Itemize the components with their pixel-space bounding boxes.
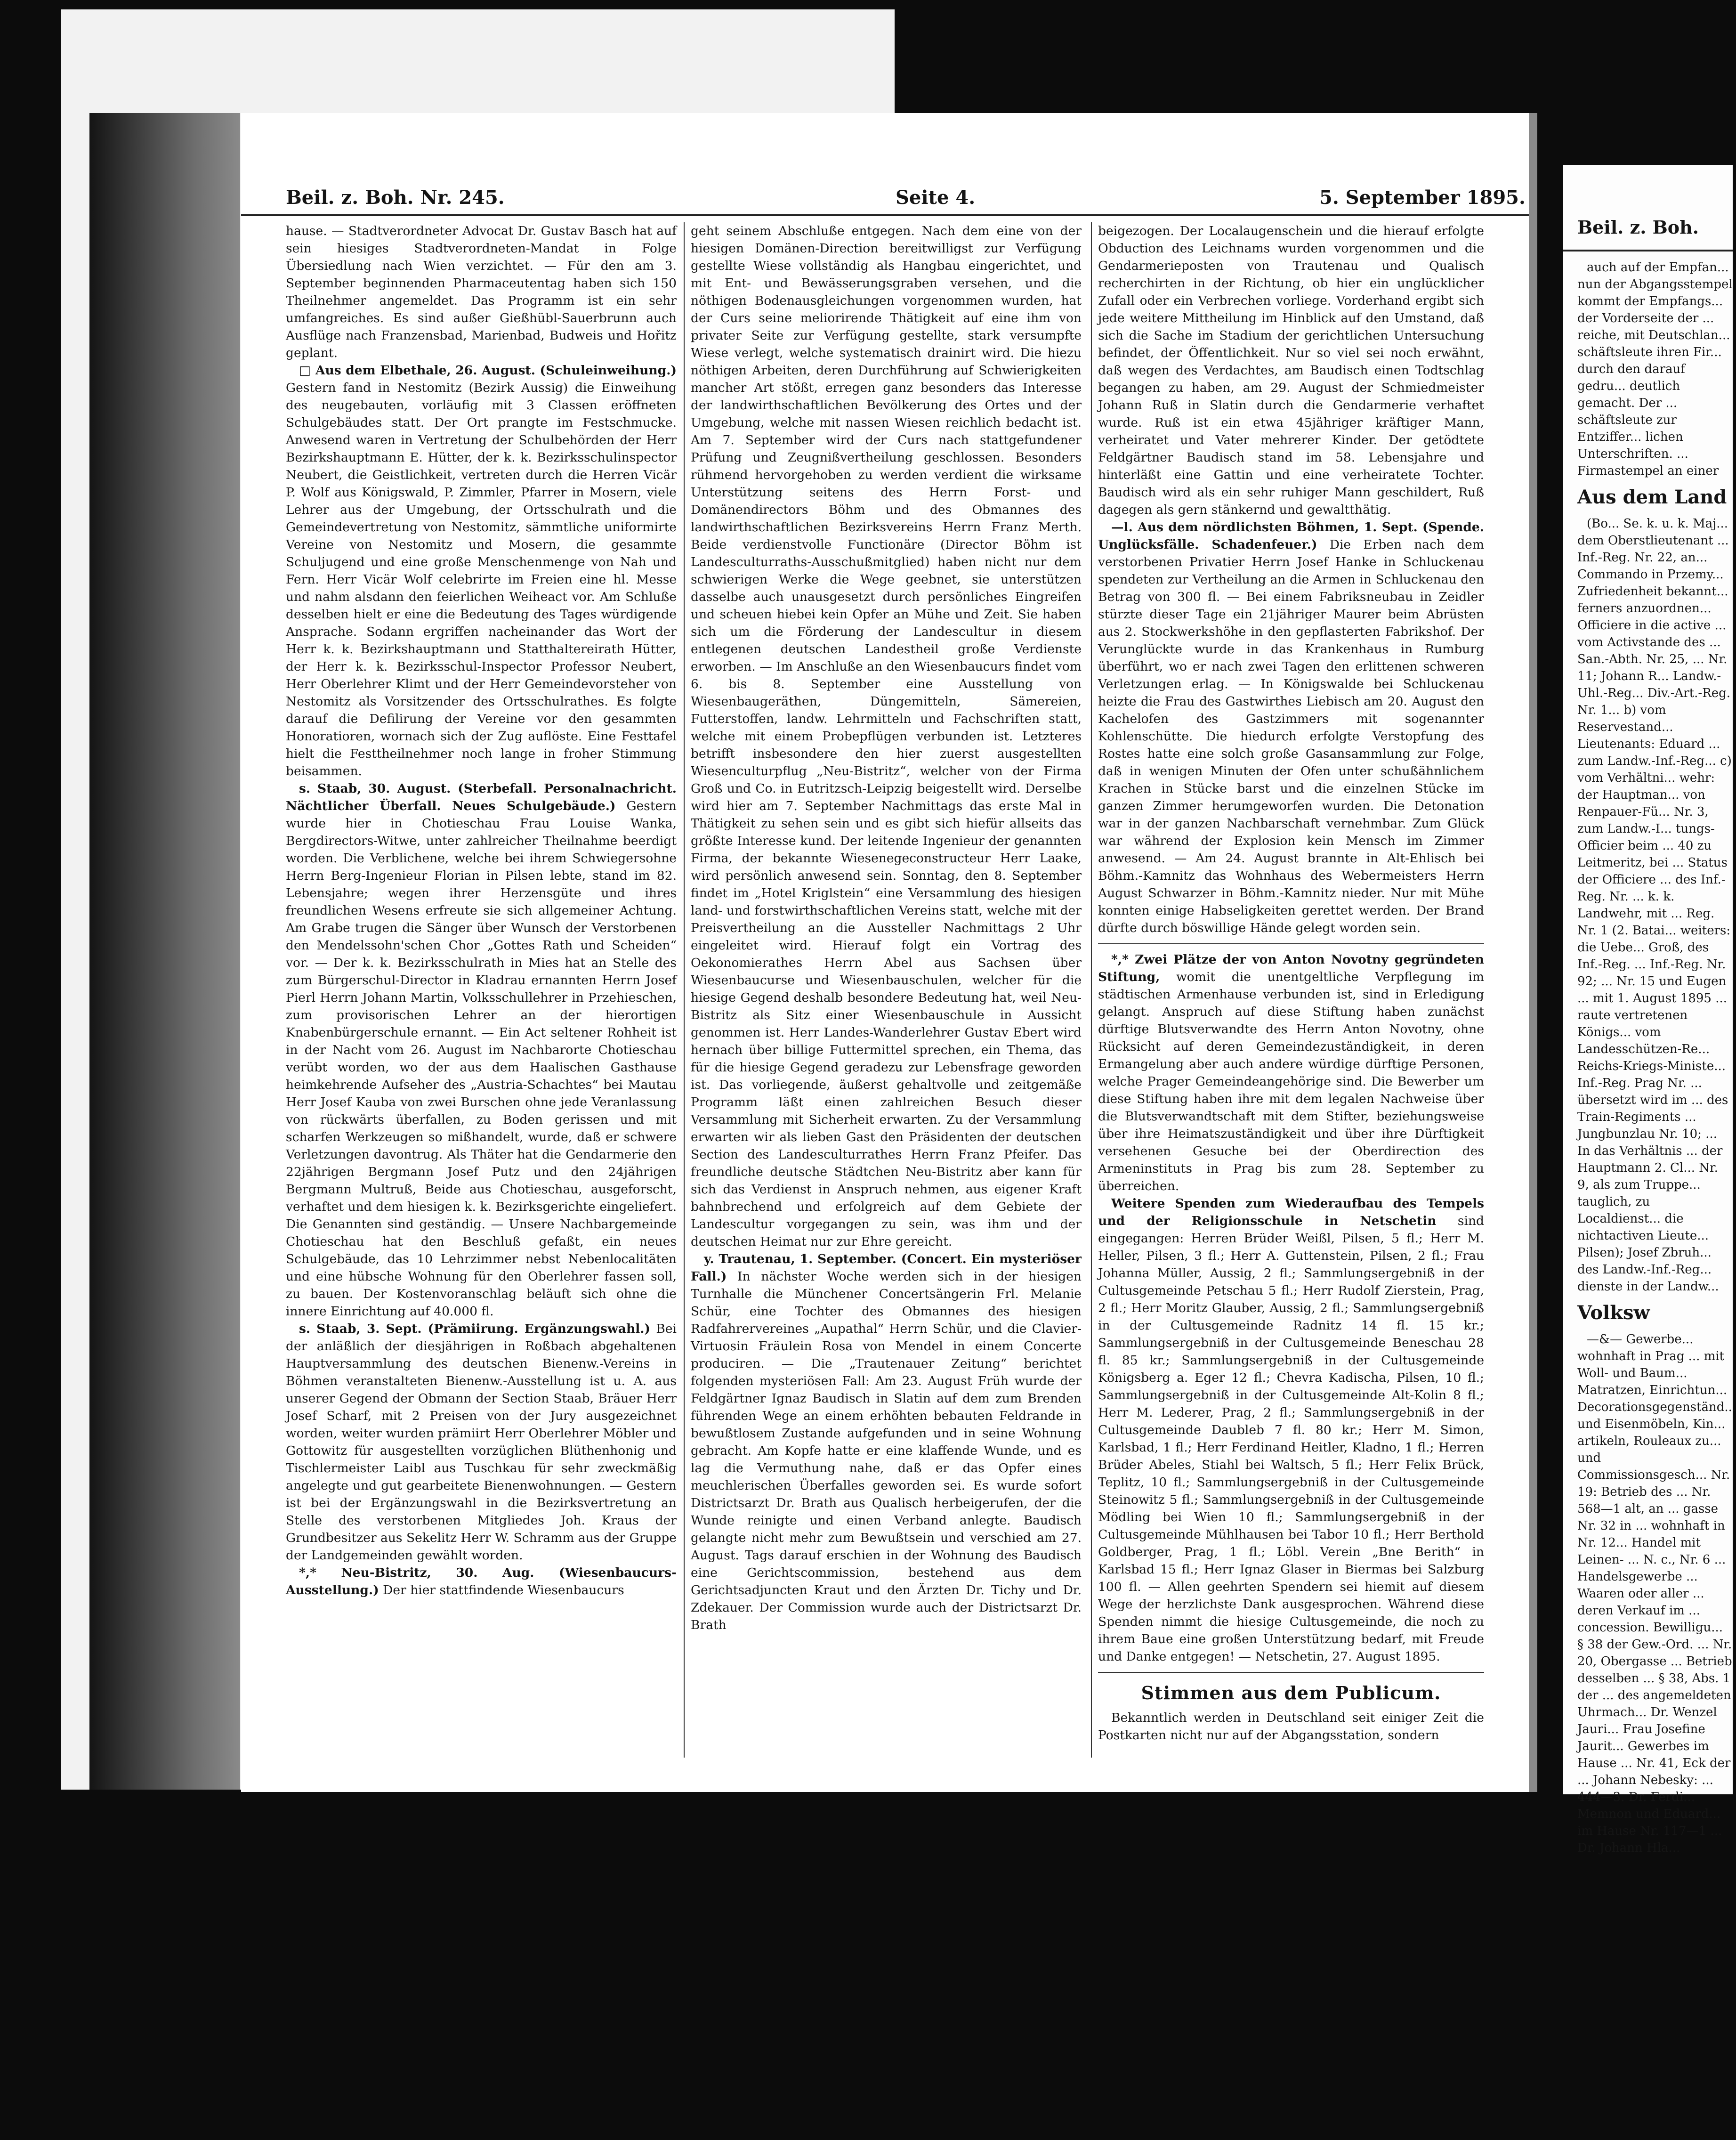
column-1 (286, 222, 677, 1772)
book-binding-edge (89, 113, 240, 1790)
article-text: Bekanntlich werden in Deutschland seit einiger Zeit die Postkarten nicht nur auf der Abgangsstation, sondern (1098, 1710, 1484, 1743)
column-2 (691, 222, 1082, 1772)
section-title: Aus dem Land (1577, 486, 1727, 508)
article-text: Bei der anläßlich der diesjährigen in Roßbach abgehaltenen Hauptversammlung des deutschen Bienenw.-Vereins in Böhmen veranstalteten Bienenw.-Ausstellung ist u. A. aus unserer Gegend der Obmann der Section Staab, Bräuer Herr Josef Scharf, mit 2 Preisen von der Jury ausgezeichnet worden, weiter wurden prämiirt Herr Oberlehrer Möbler und Gottowitz für ausgestellten vorzüglichen Blüthenhonig und Tischlermeister Laibl aus Tuschkau für sehr zweckmäßig angelegte und gut gearbeitete Bienenwohnungen. — Gestern ist bei der Ergänzungswahl in die Bezirksvertretung an Stelle des verstorbenen Mitgliedes Joh. Kraus der Grundbesitzer aus Sekelitz Herr W. Schramm aus der Gruppe der Landgemeinden gewählt worden. (286, 1321, 677, 1563)
article-heading: y. Trautenau, 1. September. (Concert. Ein mysteriöser Fall.) (691, 1252, 1082, 1284)
section-title: Stimmen aus dem Publicum. (1141, 1682, 1441, 1703)
newspaper-page (241, 113, 1529, 1792)
section-divider (1098, 943, 1484, 944)
article-text: Der hier stattfindende Wiesenbaucurs (383, 1583, 624, 1597)
article-text: auch auf der Empfan... nun der Abgangsstempel kommt der Empfangs... der Vorderseite der ... reiche, mit Deutschlan... schäftsleute ihren Fir... durch den darauf gedru... deutlich gemacht. Der ... schäftsleute zur Entziffer... lichen Unterschriften. ... Firmastempel an einer (1577, 260, 1733, 478)
article-heading: *,* Zwei Plätze der von Anton Novotny gegründeten Stiftung, (1098, 952, 1484, 984)
adjacent-header: Beil. z. Boh. (1563, 165, 1733, 251)
article-text: Gestern fand in Nestomitz (Bezirk Aussig) die Einweihung des neugebauten, vorläufig mit 3 Classen eröffneten Schulgebäudes statt. Der Ort prangte im Festschmucke. Anwesend waren in Vertretung der Schulbehörden der Herr Bezirkshauptmann E. Hütter, der k. k. Bezirksschulinspector Neubert, die Geistlichkeit, vertreten durch die Herren Vicär P. Wolf aus Königswald, P. Zimmler, Pfarrer in Mosern, viele Lehrer aus der Umgebung, der Ortsschulrath und die Gemeindevertretung von Nestomitz, sämmtliche uniformirte Vereine von Nestomitz und Mosern, die gesammte Schuljugend und eine große Menschenmenge von Nah und Fern. Herr Vicär Wolf celebrirte im Freien eine hl. Messe und nahm alsdann den feierlichen Weiheact vor. Am Schluße desselben hielt er eine die Bedeutung des Tages würdigende Ansprache. Sodann ergriffen nacheinander das Wort der Herr k. k. Bezirkshauptmann und Statthaltereirath Hütter, der Herr k. k. Bezirksschul-Inspector Professor Neubert, Herr Oberlehrer Klimt und der Herr Gemeindevorsteher von Nestomitz als Vorsitzender des Ortsschulrathes. Es folgte darauf die Defilirung der Vereine vor den gesammten Honoratioren, wornach sich der Zug auflöste. Eine Festtafel hielt die Festtheilnehmer noch lange in froher Stimmung beisammen. (286, 381, 677, 778)
article-text: hause. — Stadtverordneter Advocat Dr. Gustav Basch hat auf sein hiesiges Stadtverordneten-Mandat in Folge Übersiedlung nach Wien verzichtet. — Für den am 3. September beginnenden Pharmaceutentag haben sich 150 Theilnehmer angemeldet. Das Programm ist ein sehr umfangreiches. Es sind außer Gießhübl-Sauerbrunn auch Ausflüge nach Franzensbad, Marienbad, Budweis und Hořitz geplant. (286, 224, 677, 360)
article-heading: s. Staab, 30. August. (Sterbefall. Personalnachricht. Nächtlicher Überfall. Neues Schulgebäude.) (286, 781, 677, 813)
article-text: Die Erben nach dem verstorbenen Privatier Herrn Josef Hanke in Schluckenau spendeten zur Vertheilung an die Armen in Schluckenau den Betrag von 300 fl. — Bei einem Fabriksneubau in Zeidler stürzte dieser Tage ein 21jähriger Maurer beim Abrüsten aus 2. Stockwerkshöhe in den gepflasterten Fabrikshof. Der Verunglückte wurde in das Krankenhaus in Rumburg überführt, wo er nach zwei Tagen den erlittenen schweren Verletzungen erlag. — In Königswalde bei Schluckenau heizte die Frau des Gastwirthes Liebisch am 20. August den Kachelofen des Gastzimmers mit sogenannter Kohlenschütte. Die hiedurch erfolgte Verstopfung des Rostes hatte eine solch große Gasansammlung zur Folge, daß in wenigen Minuten der Ofen unter schußähnlichem Krachen in Stücke barst und die einzelnen Stücke im ganzen Zimmer herumgeworfen wurden. Die Detonation war in der ganzen Nachbarschaft vernehmbar. Zum Glück war während der Explosion kein Mensch im Zimmer anwesend. — Am 24. August brannte in Alt-Ehlisch bei Böhm.-Kamnitz das Wohnhaus des Webermeisters Herrn August Schwarzer in Böhm.-Kamnitz nieder. Nur mit Mühe konnten einige Habseligkeiten gerettet werden. Der Brand dürfte durch böswillige Hände gelegt worden sein. (1098, 537, 1484, 935)
article-text: (Bo... Se. k. u. k. Maj... dem Oberstlieutenant ... Inf.-Reg. Nr. 22, an... Commando in Przemy... Zufriedenheit bekannt... ferners anzuordnen... Officiere in die active ... vom Activstande des ... San.-Abth. Nr. 25, ... Nr. 11; Johann R... Landw.-Uhl.-Reg... Div.-Art.-Reg. Nr. 1... b) vom Reservestand... Lieutenants: Eduard ... zum Landw.-Inf.-Reg... c) vom Verhältni... wehr: der Hauptman... von Renpauer-Fü... Nr. 3, zum Landw.-I... tungs-Officier beim ... 40 zu Leitmeritz, bei ... Status der Officiere ... des Inf.-Reg. Nr. ... k. k. Landwehr, mit ... Reg. Nr. 1 (2. Batai... weiters: die Uebe... Groß, des Inf.-Reg. ... Inf.-Reg. Nr. 92; ... Nr. 15 und Eugen ... mit 1. August 1895 ... raute vertretenen Königs... vom Landesschützen-Re... Reichs-Kriegs-Ministe... Inf.-Reg. Prag Nr. ... übersetzt wird im ... des Train-Regiments ... Jungbunzlau Nr. 10; ... In das Verhältnis ... der Hauptmann 2. Cl... Nr. 9, als zum Truppe... tauglich, zu Localdienst... die nichtactiven Lieute... Pilsen); Josef Zbruh... des Landw.-Inf.-Reg... dienste in der Landw... (1577, 517, 1732, 1294)
header-issue: Beil. z. Boh. Nr. 245. (286, 186, 505, 209)
article-heading: s. Staab, 3. Sept. (Prämiirung. Ergänzungswahl.) (299, 1321, 651, 1336)
header-page-number: Seite 4. (896, 186, 976, 209)
column-rule (1091, 222, 1092, 1758)
article-text: womit die unentgeltliche Verpflegung im städtischen Armenhause verbunden ist, sind in Erledigung gelangt. Anspruch auf diese Stiftung haben zunächst dürftige Blutsverwandte des Herrn Anton Novotny, ohne Rücksicht auf deren Gemeindezuständigkeit, in deren Ermangelung aber auch andere würdige dürftige Personen, welche Prager Gemeindeangehörige sind. Die Bewerber um diese Stiftung haben ihre mit dem legalen Nachweise über die Blutsverwandtschaft mit dem Stifter, beziehungsweise über ihre Heimatszuständigkeit und über ihre Dürftigkeit versehenen Gesuche bei der Oberdirection des Armeninstituts in Prag bis zum 28. September zu überreichen. (1098, 970, 1484, 1193)
section-title: Volksw (1577, 1302, 1650, 1324)
article-text: geht seinem Abschluße entgegen. Nach dem eine von der hiesigen Domänen-Direction bereitwilligst zur Verfügung gestellte Wiese vollständig als Hangbau eingerichtet, und mit Ent- und Bewässerungsgraben versehen, und die nöthigen Bodenausgleichungen vorgenommen wurden, hat der Curs seine meliorirende Thätigkeit auf eine ihm von privater Seite zur Verfügung gestellte, stark versumpfte Wiese verlegt, welche systematisch drainirt wird. Die hiezu nöthigen Arbeiten, deren Durchführung auf Schwierigkeiten mancher Art stößt, erregen ganz besonders das Interesse der landwirthschaftlichen Bevölkerung des Ortes und der Umgebung, welche mit nassen Wiesen reichlich bedacht ist. Am 7. September wird der Curs nach stattgefundener Prüfung und Zeugnißvertheilung geschlossen. Besonders rühmend hervorgehoben zu werden verdient die wirksame Unterstützung seitens des Herrn Forst- und Domänendirectors Böhm und des Obmannes des landwirthschaftlichen Bezirksvereins Herrn Franz Merth. Beide verdienstvolle Functionäre (Director Böhm ist Landesculturraths-Ausschußmitglied) haben nicht nur dem schwierigen Werke die Wege geebnet, sie unterstützen dasselbe auch unausgesetzt durch persönliches Eingreifen und scheuen hiebei kein Opfer an Mühe und Zeit. Sie haben sich um die Förderung der Landescultur in diesem entlegenen deutschen Landestheil große Verdienste erworben. — Im Anschluße an den Wiesenbaucurs findet vom 6. bis 8. September eine Ausstellung von Wiesenbaugeräthen, Düngemitteln, Sämereien, Futterstoffen, landw. Lehrmitteln und Fachschriften statt, welche mit einem Probepflügen verbunden ist. Letzteres betrifft insbesondere den hier zuerst ausgestellten Wiesenculturpflug „Neu-Bistritz“, welcher von der Firma Groß und Co. in Eutritzsch-Leipzig beigestellt wird. Derselbe wird hier am 7. September Nachmittags das erste Mal in Thätigkeit zu sehen sein und es gibt sich hiefür allseits das größte Interesse kund. Der leitende Ingenieur der genannten Firma, der bekannte Wiesenegeconstructeur Herr Laake, wird persönlich anwesend sein. Sonntag, den 8. September findet im „Hotel Kriglstein“ eine Versammlung des hiesigen land- und forstwirthschaftlichen Vereins statt, welche mit der Preisvertheilung an die Aussteller Nachmittags 2 Uhr eingeleitet wird. Hierauf folgt ein Vortrag des Oekonomierathes Herrn Abel aus Sachsen über Wiesenbaucurse und Wiesenbauschulen, welcher für die hiesige Gegend deshalb besondere Bedeutung hat, weil Neu-Bistritz als Sitz einer Wiesenbauschule in Aussicht genommen ist. Herr Landes-Wanderlehrer Gustav Ebert wird hernach über billige Futtermittel sprechen, ein Thema, das für die hiesige Gegend geradezu zur Lebensfrage geworden ist. Das vorliegende, äußerst gehaltvolle und zeitgemäße Programm läßt einen zahlreichen Besuch dieser Versammlung mit Sicherheit erwarten. Zu der Versammlung erwarten wir als lieben Gast den Präsidenten der deutschen Section des Landesculturrathes Herrn Franz Pfeifer. Das freundliche deutsche Städtchen Neu-Bistritz aber kann für sich das Verdienst in Anspruch nehmen, aus eigener Kraft bahnbrechend und erfolgreich auf dem Gebiete der Landescultur vorgegangen zu sein, was ihm und der deutschen Heimat nur zur Ehre gereicht. (691, 224, 1082, 1249)
column-rule (684, 222, 685, 1758)
article-text: sind eingegangen: Herren Brüder Weißl, Pilsen, 5 fl.; Herr M. Heller, Pilsen, 3 fl.; Herr A. Guttenstein, Pilsen, 2 fl.; Frau Johanna Müller, Aussig, 2 fl.; Sammlungsergebniß in der Cultusgemeinde Petschau 5 fl.; Herr Rudolf Zierstein, Prag, 2 fl.; Herr Moritz Glauber, Aussig, 2 fl.; Sammlungsergebniß in der Cultusgemeinde Radnitz 14 fl. 15 kr.; Sammlungsergebniß in der Cultusgemeinde Beneschau 28 fl. 85 kr.; Sammlungsergebniß in der Cultusgemeinde Königsberg a. Eger 12 fl.; Chevra Kadischa, Pilsen, 10 fl.; Sammlungsergebniß in der Cultusgemeinde Alt-Kolin 8 fl.; Herr M. Lederer, Prag, 2 fl.; Sammlungsergebniß in der Cultusgemeinde Daubleb 7 fl. 80 kr.; Herr M. Simon, Karlsbad, 1 fl.; Herr Ferdinand Heitler, Kladno, 1 fl.; Herren Brüder Abeles, Stiahl bei Waltsch, 5 fl.; Herr Felix Brück, Teplitz, 10 fl.; Sammlungsergebniß in der Cultusgemeinde Steinowitz 5 fl.; Sammlungsergebniß in der Cultusgemeinde Mödling bei Wien 10 fl.; Sammlungsergebniß in der Cultusgemeinde Mühlhausen bei Tabor 10 fl.; Herr Berthold Goldberger, Prag, 1 fl.; Löbl. Verein „Bne Berith“ in Karlsbad 15 fl.; Herr Ignaz Glaser in Biermas bei Salzburg 100 fl. — Allen geehrten Spendern sei hiemit auf diesem Wege der herzlichste Dank ausgesprochen. Während diese Spenden nimmt die hiesige Cultusgemeinde, die noch zu ihrem Baue eine großen Unterstützung bedarf, mit Freude und Danke entgegen! — Netschetin, 27. August 1895. (1098, 1214, 1484, 1664)
section-divider (1098, 1672, 1484, 1673)
adjacent-page (1563, 165, 1736, 1855)
article-text: beigezogen. Der Localaugenschein und die hierauf erfolgte Obduction des Leichnams wurden vorgenommen und die Gendarmerieposten von Trautenau und Qualisch recherchirten in der Richtung, ob hier ein unglücklicher Zufall oder ein Verbrechen vorliege. Vorderhand ergibt sich jede weitere Mittheilung im Hinblick auf den Umstand, daß sich die Sache im Stadium der gerichtlichen Untersuchung befindet, der Öffentlichkeit. Nur so viel sei noch erwähnt, daß wegen des Verdachtes, am Baudisch einen Todtschlag begangen zu haben, am 29. August der Schmiedmeister Johann Ruß in Slatin durch die Gendarmerie verhaftet wurde. Ruß ist ein etwa 45jähriger kräftiger Mann, verheiratet und Vater mehrerer Kinder. Der getödtete Feldgärtner Baudisch stand im 58. Lebensjahre und hinterläßt eine Gattin und eine verheiratete Tochter. Baudisch wird als ein sehr ruhiger Mann geschildert, Ruß dagegen als gern stänkernd und gewaltthätig. (1098, 224, 1484, 517)
article-heading: —l. Aus dem nördlichsten Böhmen, 1. Sept. (Spende. Unglücksfälle. Schadenfeuer.) (1098, 520, 1484, 552)
article-text: In nächster Woche werden sich in der hiesigen Turnhalle die Münchener Concertsängerin Frl. Melanie Schür, eine Tochter des Obmannes des hiesigen Radfahrervereines „Aupathal“ Herrn Schür, und die Clavier-Virtuosin Fräulein Rosa von Mendel in einem Concerte produciren. — Die „Trautenauer Zeitung“ berichtet folgenden mysteriösen Fall: Am 23. August Früh wurde der Feldgärtner Ignaz Baudisch in Slatin auf dem zum Brenden führenden Wege an einem erhöhten bebauten Feldrande in bewußtlosem Zustande aufgefunden und in seine Wohnung gebracht. Am Kopfe hatte er eine klaffende Wunde, und es lag die Vermuthung nahe, daß er das Opfer eines meuchlerischen Überfalles geworden sei. Es wurde sofort Districtsarzt Dr. Brath aus Qualisch herbeigerufen, der die Wunde reinigte und einen Verband anlegte. Baudisch gelangte nicht mehr zum Bewußtsein und verschied am 27. August. Tags darauf erschien in der Wohnung des Baudisch eine Gerichtscommission, bestehend aus dem Gerichtsadjuncten Kraut und den Ärzten Dr. Tichy und Dr. Zdekauer. Der Commission wurde auch der Districtsarzt Dr. Brath (691, 1269, 1082, 1632)
running-header (241, 181, 1529, 216)
article-text: —&— Gewerbe... wohnhaft in Prag ... mit Woll- und Baum... Matratzen, Einrichtun... Decorationsgegenständ... und Eisenmöbeln, Kin... artikeln, Rouleaux zu... und Commissionsgesch... Nr. 19: Betrieb des ... Nr. 568—1 alt, an ... gasse Nr. 32 in ... wohnhaft in Nr. 12... Handel mit Leinen- ... N. c., Nr. 6 ... Handelsgewerbe ... Waaren oder aller ... deren Verkauf im ... concession. Bewilligu... § 38 der Gew.-Ord. ... Nr. 20, Obergasse ... Betrieb desselben ... § 38, Abs. 1 der ... des angemeldeten Uhrmach... Dr. Wenzel Jauri... Frau Josefine Jaurit... Gewerbes im Hause ... Nr. 41, Eck der ... Johann Nebesky: ... 444—3. Dr. Ferdi... Memnon und Eduard... im Hause Nr. 117—1 ... Dr. Johann Hla... (1577, 1332, 1736, 1855)
page-edge-shadow (1529, 113, 1537, 1792)
column-3 (1098, 222, 1484, 1772)
header-date: 5. September 1895. (1319, 186, 1526, 209)
article-text: Gestern wurde hier in Chotieschau Frau Louise Wanka, Bergdirectors-Witwe, unter zahlreicher Theilnahme beerdigt worden. Die Verblichene, welche bei ihrem Schwiegersohne Herrn Berg-Ingenieur Florian in Pilsen lebte, stand im 82. Lebensjahre; wegen ihrer Herzensgüte und ihres freundlichen Wesens erfreute sie sich allgemeiner Achtung. Am Grabe trugen die Sänger über Wunsch der Verstorbenen den Mendelssohn'schen Chor „Gottes Rath und Scheiden“ vor. — Der k. k. Bezirksschulrath in Mies hat an Stelle des zum Bürgerschul-Director in Kladrau ernannten Herrn Josef Pierl Herrn Johann Martin, Volksschullehrer in Przehieschen, zum provisorischen Lehrer an der hierortigen Knabenbürgerschule ernannt. — Ein Act seltener Rohheit ist in der Nacht vom 26. August im Nachbarorte Chotieschau verübt worden, wo der aus dem Haalischen Gasthause heimkehrende Aufseher des „Austria-Schachtes“ bei Mautau Herr Josef Kauba von zwei Burschen ohne jede Veranlassung von rückwärts überfallen, zu Boden gerissen und mit scharfen Werkzeugen so mißhandelt, wurde, daß er schwere Verletzungen davontrug. Als Thäter hat die Gendarmerie den 22jährigen Bergmann Josef Putz und den 24jährigen Bergmann Multruß, Beide aus Chotieschau, ausgeforscht, verhaftet und dem hiesigen k. k. Bezirksgerichte eingeliefert. Die Genannten sind geständig. — Unsere Nachbargemeinde Chotieschau hat den Beschluß gefaßt, ein neues Schulgebäude, das 10 Lehrzimmer nebst Nebenlocalitäten und eine hübsche Wohnung für den Oberlehrer fassen soll, zu bauen. Der Kostenvoranschlag beläuft sich ohne die innere Einrichtung auf 40.000 fl. (286, 799, 677, 1319)
article-heading: □ Aus dem Elbethale, 26. August. (Schuleinweihung.) (299, 363, 677, 378)
article-heading: *,* Neu-Bistritz, 30. Aug. (Wiesenbaucurs-Ausstellung.) (286, 1565, 677, 1597)
article-heading: Weitere Spenden zum Wiederaufbau des Tempels und der Religionsschule in Netschetin (1098, 1196, 1484, 1228)
adjacent-column (1577, 259, 1736, 1855)
